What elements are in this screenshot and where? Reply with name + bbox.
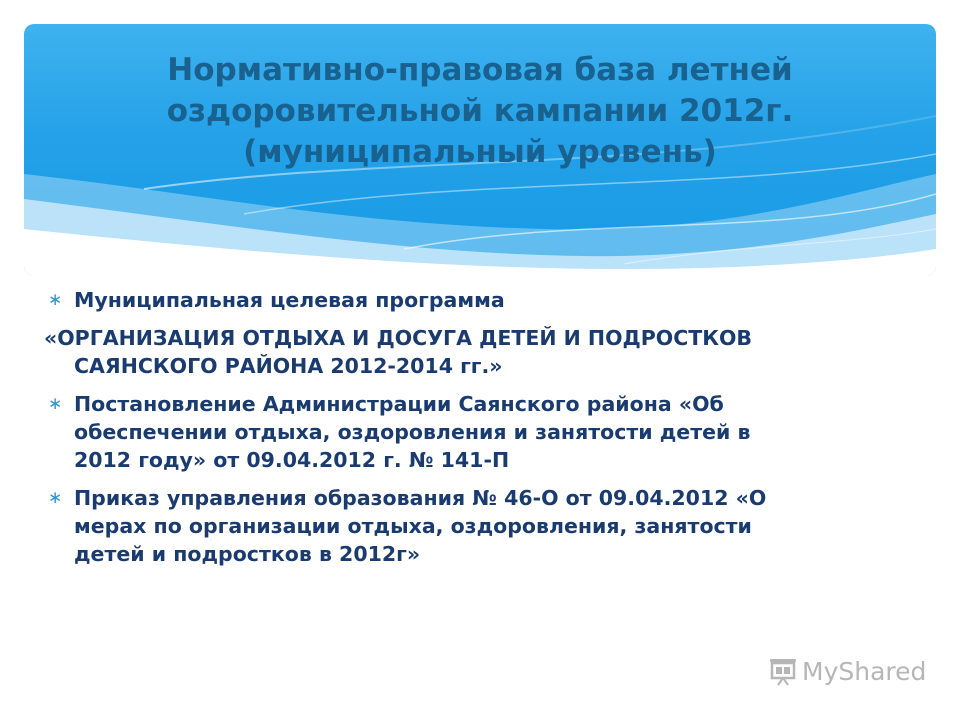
- slide-title-line-1: Нормативно-правовая база летней: [167, 52, 793, 88]
- slide-content: [44, 286, 924, 568]
- item-line: Муниципальная целевая программа: [74, 288, 505, 312]
- slide-title-line-2: оздоровительной кампании 2012г.: [166, 93, 794, 129]
- spacer: [44, 314, 924, 324]
- item-line: мерах по организации отдыха, оздоровления, занятости: [74, 514, 752, 538]
- item-line: «ОРГАНИЗАЦИЯ ОТДЫХА И ДОСУГА ДЕТЕЙ И ПОДРОСТКОВ: [44, 326, 753, 350]
- asterisk-bullet-icon: ∗: [48, 394, 63, 414]
- projector-screen-icon: [768, 656, 798, 686]
- asterisk-bullet-icon: ∗: [48, 488, 63, 508]
- item-line: детей и подростков в 2012г»: [74, 542, 421, 566]
- list-item-continuation: [44, 324, 924, 380]
- slide-title-line-3: (муниципальный уровень): [243, 134, 717, 170]
- list-item: [44, 286, 924, 314]
- item-line: САЯНСКОГО РАЙОНА 2012-2014 гг.»: [74, 354, 503, 378]
- asterisk-bullet-icon: ∗: [48, 290, 63, 310]
- item-line: 2012 году» от 09.04.2012 г. № 141-П: [74, 448, 510, 472]
- spacer: [44, 380, 924, 390]
- item-line: Приказ управления образования № 46-О от 09.04.2012 «О: [74, 486, 767, 510]
- list-item: [44, 390, 924, 474]
- list-item: [44, 484, 924, 568]
- item-line: обеспечении отдыха, оздоровления и занятости детей в: [74, 420, 751, 444]
- watermark-logo: [768, 654, 926, 688]
- watermark-brand: MyShared: [802, 656, 927, 686]
- slide-title: [24, 50, 936, 173]
- spacer: [44, 474, 924, 484]
- item-line: Постановление Администрации Саянского района «Об: [74, 392, 724, 416]
